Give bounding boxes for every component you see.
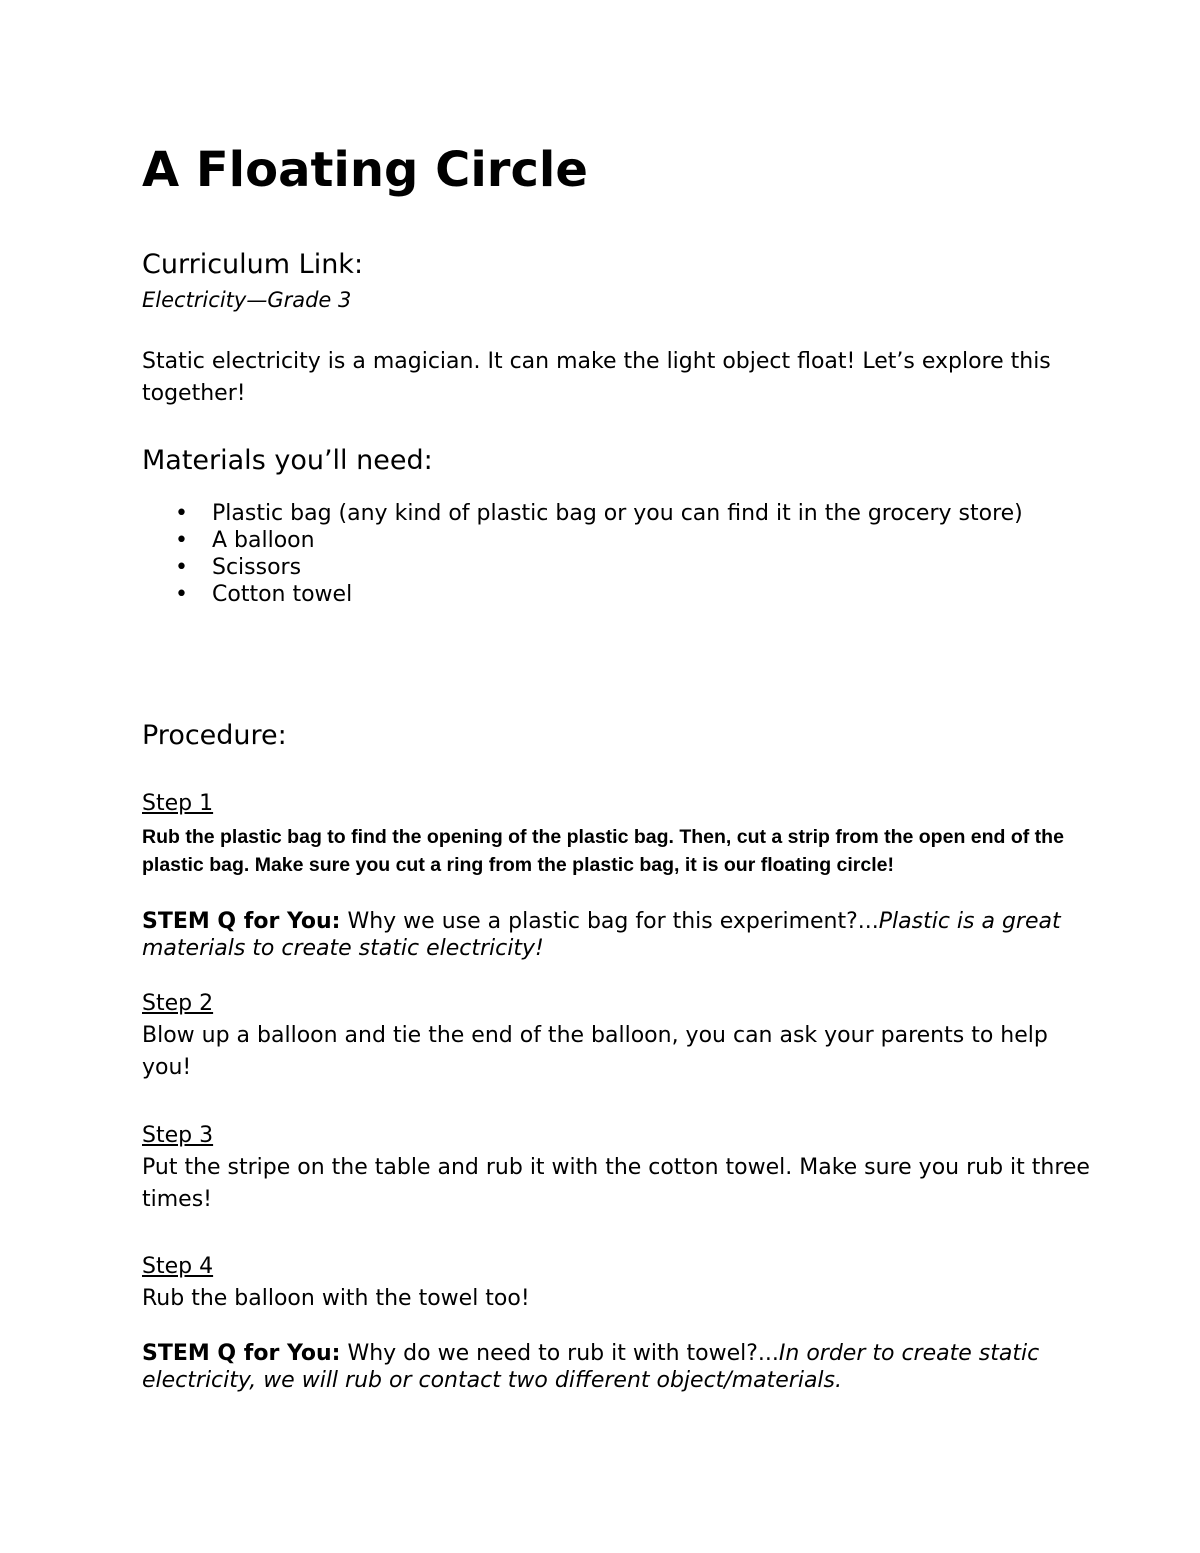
step-2-text: Blow up a balloon and tie the end of the balloon, you can ask your parents to help you! xyxy=(142,1023,1048,1080)
bullet-icon: • xyxy=(175,555,188,580)
intro-paragraph: Static electricity is a magician. It can make the light object float! Let’s explore this together! xyxy=(142,349,1051,406)
stem-question-text: Why we use a plastic bag for this experiment?... xyxy=(340,909,879,934)
material-label: Cotton towel xyxy=(212,582,353,607)
stem-question-2 xyxy=(142,1340,1092,1394)
material-label: A balloon xyxy=(212,528,315,553)
document-title: A Floating Circle xyxy=(142,142,588,198)
materials-list xyxy=(142,500,1042,608)
bullet-icon: • xyxy=(175,528,188,553)
step-4-label: Step 4 xyxy=(142,1254,214,1279)
materials-list-item xyxy=(142,581,1042,608)
stem-question-answer: Plastic is a great materials to create static electricity! xyxy=(142,909,1061,961)
curriculum-value: Electricity—Grade 3 xyxy=(142,288,352,312)
step-3-label: Step 3 xyxy=(142,1123,214,1148)
bullet-icon: • xyxy=(175,582,188,607)
curriculum-heading: Curriculum Link: xyxy=(142,249,364,280)
stem-question-label: STEM Q for You: xyxy=(142,909,341,934)
stem-question-1 xyxy=(142,908,1092,962)
step-1-text: Rub the plastic bag to find the opening of the plastic bag. Then, cut a strip from the open end of the plastic bag. Make sure you cut a ring from the plastic bag, it is our floating circle! xyxy=(142,826,1064,876)
materials-list-item xyxy=(142,500,1042,527)
stem-question-answer: In order to create static electricity, we will rub or contact two different object/materials. xyxy=(142,1341,1040,1393)
step-3-text: Put the stripe on the table and rub it with the cotton towel. Make sure you rub it three times! xyxy=(142,1155,1090,1212)
procedure-heading: Procedure: xyxy=(142,720,287,751)
material-label: Scissors xyxy=(212,555,302,580)
stem-question-text: Why do we need to rub it with towel?... xyxy=(340,1341,779,1366)
materials-heading: Materials you’ll need: xyxy=(142,445,433,476)
materials-list-item xyxy=(142,554,1042,581)
step-1-label: Step 1 xyxy=(142,791,214,816)
materials-list-item xyxy=(142,527,1042,554)
step-4-text: Rub the balloon with the towel too! xyxy=(142,1286,530,1311)
material-label: Plastic bag (any kind of plastic bag or you can find it in the grocery store) xyxy=(212,501,1023,526)
stem-question-label: STEM Q for You: xyxy=(142,1341,341,1366)
step-2-label: Step 2 xyxy=(142,991,214,1016)
bullet-icon: • xyxy=(175,501,188,526)
